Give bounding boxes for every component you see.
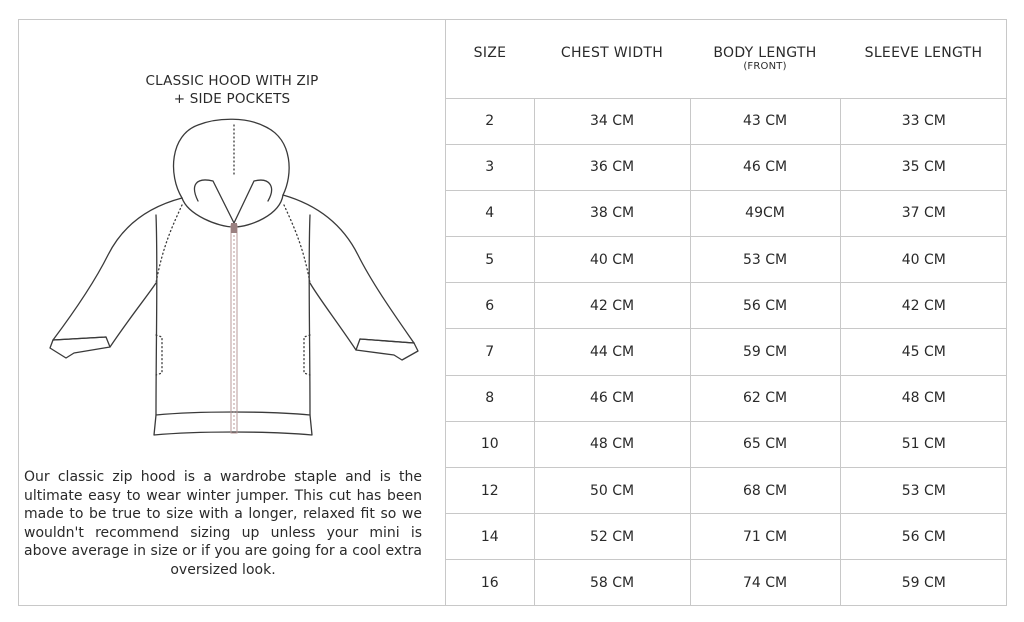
body-length-cell: 43 CM — [690, 98, 840, 144]
header-body-length-sub: (FRONT) — [743, 61, 787, 72]
chest-width-cell: 36 CM — [534, 144, 690, 190]
table-row — [446, 237, 1007, 283]
table-row — [446, 514, 1007, 560]
chest-width-cell: 58 CM — [534, 560, 690, 606]
header-size: SIZE — [446, 19, 534, 98]
body-length-cell: 53 CM — [690, 237, 840, 283]
body-length-cell: 74 CM — [690, 560, 840, 606]
body-length-cell: 65 CM — [690, 421, 840, 467]
body-length-cell: 49CM — [690, 190, 840, 236]
sleeve-length-cell: 53 CM — [840, 468, 1007, 514]
sleeve-length-cell: 42 CM — [840, 283, 1007, 329]
chest-width-cell: 40 CM — [534, 237, 690, 283]
size-cell: 4 — [446, 190, 534, 236]
sleeve-length-cell: 48 CM — [840, 375, 1007, 421]
hoodie-line-drawing-icon — [48, 115, 420, 445]
body-length-cell: 62 CM — [690, 375, 840, 421]
table-row — [446, 144, 1007, 190]
table-row — [446, 560, 1007, 606]
body-length-cell: 46 CM — [690, 144, 840, 190]
header-chest-width: CHEST WIDTH — [534, 19, 690, 98]
size-cell: 7 — [446, 329, 534, 375]
sleeve-length-cell: 51 CM — [840, 421, 1007, 467]
table-row — [446, 468, 1007, 514]
header-body-length: BODY LENGTH (FRONT) — [690, 19, 840, 98]
body-length-cell: 71 CM — [690, 514, 840, 560]
size-cell: 5 — [446, 237, 534, 283]
table-row — [446, 375, 1007, 421]
chest-width-cell: 46 CM — [534, 375, 690, 421]
header-sleeve-length: SLEEVE LENGTH — [840, 19, 1007, 98]
size-table — [446, 19, 1007, 606]
table-row — [446, 190, 1007, 236]
size-cell: 16 — [480, 575, 499, 592]
chest-width-cell: 34 CM — [534, 98, 690, 144]
chest-width-cell: 44 CM — [534, 329, 690, 375]
body-length-cell: 59 CM — [690, 329, 840, 375]
table-row — [446, 98, 1007, 144]
table-row — [446, 421, 1007, 467]
sleeve-length-cell: 35 CM — [840, 144, 1007, 190]
sleeve-length-cell: 56 CM — [840, 514, 1007, 560]
product-title-line-2: + SIDE POCKETS — [173, 91, 291, 107]
body-length-cell: 56 CM — [690, 283, 840, 329]
size-cell: 3 — [446, 144, 534, 190]
body-length-cell: 68 CM — [690, 468, 840, 514]
size-table-container — [446, 19, 1007, 606]
chest-width-cell: 48 CM — [534, 421, 690, 467]
size-cell: 12 — [446, 468, 534, 514]
size-cell: 6 — [446, 283, 534, 329]
table-row — [446, 329, 1007, 375]
product-description: Our classic zip hood is a wardrobe staple and is the ultimate easy to wear winter jumper. This cut has been made to be true to size with a longer, relaxed fit so we wouldn't recommend sizing up unless your mini is above average in size or if you are going for a cool extra oversized look. — [24, 469, 422, 578]
table-row — [446, 283, 1007, 329]
sleeve-length-cell: 33 CM — [840, 98, 1007, 144]
sleeve-length-cell: 37 CM — [840, 190, 1007, 236]
sleeve-length-cell: 40 CM — [840, 237, 1007, 283]
chest-width-cell: 42 CM — [534, 283, 690, 329]
chest-width-cell: 50 CM — [534, 468, 690, 514]
product-title-line-1: CLASSIC HOOD WITH ZIP — [145, 73, 319, 89]
size-cell: 14 — [446, 514, 534, 560]
sleeve-length-cell: 45 CM — [840, 329, 1007, 375]
size-table-header-row — [446, 19, 1007, 98]
size-cell: 2 — [446, 98, 534, 144]
chest-width-cell: 52 CM — [534, 514, 690, 560]
size-cell: 8 — [446, 375, 534, 421]
size-cell: 10 — [446, 421, 534, 467]
chest-width-cell: 38 CM — [534, 190, 690, 236]
sleeve-length-cell: 59 CM — [840, 560, 1007, 606]
product-title — [18, 72, 446, 108]
